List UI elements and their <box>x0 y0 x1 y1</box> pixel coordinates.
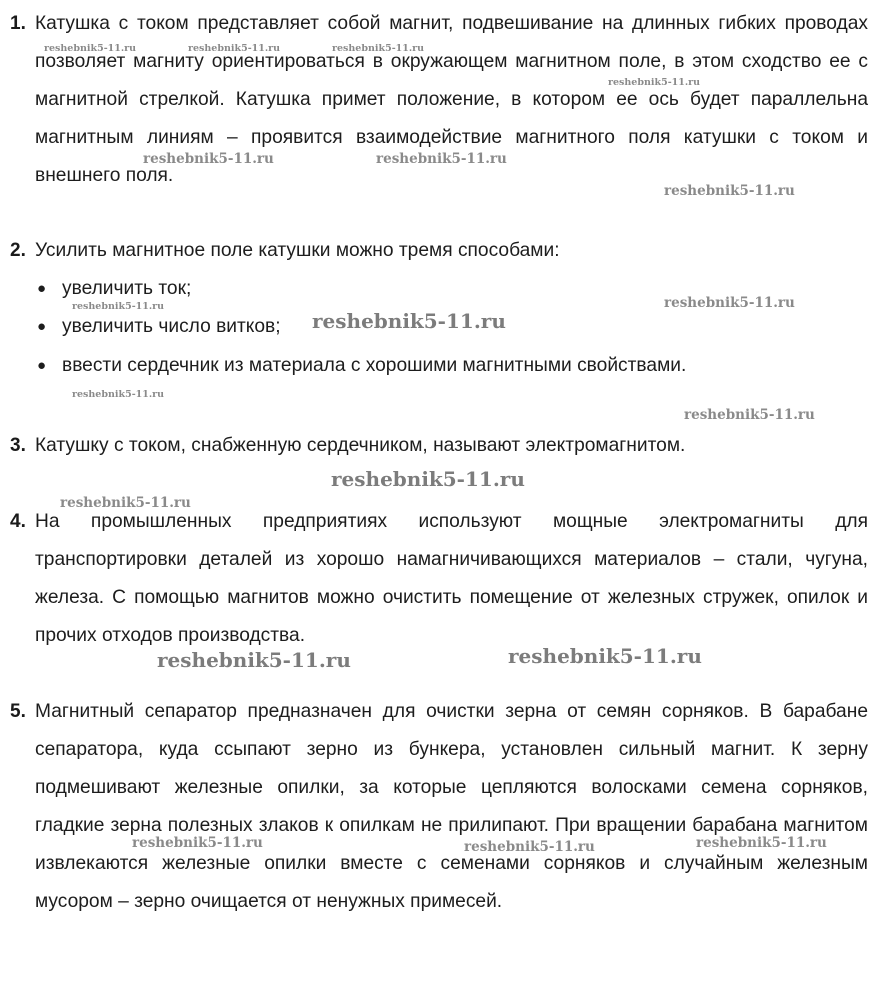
watermark: reshebnik5-11.ru <box>376 151 507 167</box>
watermark: reshebnik5-11.ru <box>664 183 795 199</box>
item-text-5: Магнитный сепаратор предназначен для очистки зерна от семян сорняков. В барабане сепаратора, куда ссыпают зерно из бункера, установлен сильный магнит. К зерну подмешивают железные опилки, за которые цепляются волосками семена сорняков, гладкие зерна полезных злаков к опилкам не прилипают. При вращении барабана магнитом извлекаются железные опилки вместе с семенами сорняков и случайным железным мусором – зерно очищается от ненужных примесей. <box>35 701 868 912</box>
item-text-2: Усилить магнитное поле катушки можно тремя способами: <box>35 240 560 261</box>
paragraph-3 <box>10 427 868 465</box>
watermark: reshebnik5-11.ru <box>664 295 795 311</box>
watermark: reshebnik5-11.ru <box>72 301 165 312</box>
item-number-5: 5. <box>10 701 26 722</box>
watermark: reshebnik5-11.ru <box>60 495 191 511</box>
bullet-icon: ● <box>37 356 47 374</box>
watermark: reshebnik5-11.ru <box>72 389 165 400</box>
watermark: reshebnik5-11.ru <box>132 835 263 851</box>
watermark: reshebnik5-11.ru <box>44 43 137 54</box>
list-item: ● ввести сердечник из материала с хорошими магнитными свойствами. <box>10 347 868 386</box>
paragraph-4 <box>10 503 868 655</box>
watermark: reshebnik5-11.ru <box>464 839 595 855</box>
list-item: ● увеличить ток; <box>10 270 868 309</box>
watermark: reshebnik5-11.ru <box>157 648 351 672</box>
watermark: reshebnik5-11.ru <box>331 467 525 491</box>
item-number-1: 1. <box>10 13 26 34</box>
item-text-1: Катушка с током представляет собой магнит, подвешивание на длинных гибких проводах позволяет магниту ориентироваться в окружающем магнитном поле, в этом сходство ее с магнитной стрелкой. Катушка примет положение, в котором ее ось будет параллельна магнитным линиям – проявится взаимодействие магнитного поля катушки с током и внешнего поля. <box>35 13 868 186</box>
watermark: reshebnik5-11.ru <box>608 77 701 88</box>
item-text-3: Катушку с током, снабженную сердечником, называют электромагнитом. <box>35 435 686 456</box>
watermark: reshebnik5-11.ru <box>684 407 815 423</box>
watermark: reshebnik5-11.ru <box>188 43 281 54</box>
bullet-icon: ● <box>37 318 47 335</box>
watermark: reshebnik5-11.ru <box>143 151 274 167</box>
item-text-4: На промышленных предприятиях используют мощные электромагниты для транспортировки деталей из хорошо намагничивающихся материалов – стали, чугуна, железа. С помощью магнитов можно очистить помещение от железных стружек, опилок и прочих отходов производства. <box>35 511 868 646</box>
watermark: reshebnik5-11.ru <box>696 835 827 851</box>
bullet-icon: ● <box>37 279 47 297</box>
watermark: reshebnik5-11.ru <box>312 309 506 333</box>
watermark: reshebnik5-11.ru <box>332 43 425 54</box>
list-item: ● увеличить число витков; <box>10 308 868 347</box>
item-number-3: 3. <box>10 435 26 456</box>
paragraph-5 <box>10 693 868 921</box>
item-number-4: 4. <box>10 511 26 532</box>
watermark: reshebnik5-11.ru <box>508 644 702 668</box>
item-number-2: 2. <box>10 240 26 261</box>
